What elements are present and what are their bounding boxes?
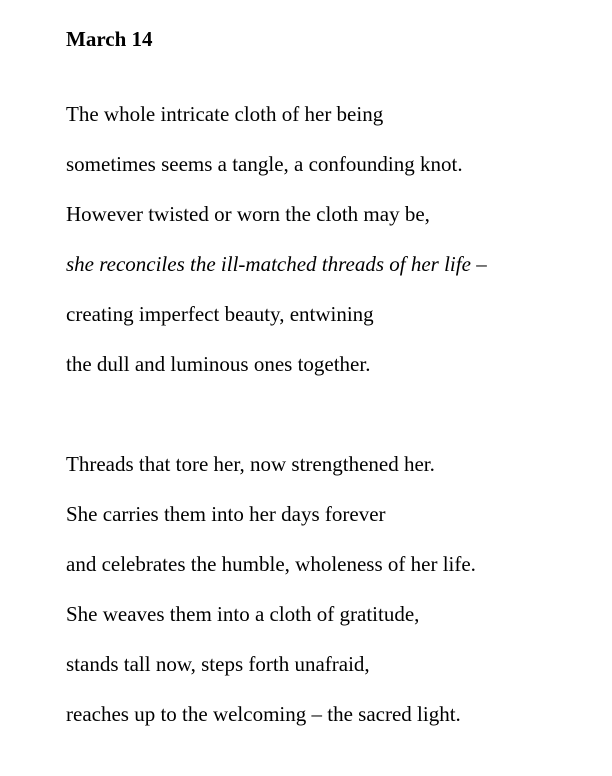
stanza-1-line-6: the dull and luminous ones together. xyxy=(66,352,371,376)
stanza-2-line-4: She weaves them into a cloth of gratitude, xyxy=(66,602,420,626)
stanza-2-line-1: Threads that tore her, now strengthened her. xyxy=(66,452,435,476)
stanza-1-line-4-italic: she reconciles the ill-matched threads of her life xyxy=(66,252,471,276)
stanza-1-line-4 xyxy=(66,251,487,277)
stanza-1-line-5: creating imperfect beauty, entwining xyxy=(66,302,374,326)
stanza-1-line-3: However twisted or worn the cloth may be, xyxy=(66,202,430,226)
stanza-1-line-2: sometimes seems a tangle, a confounding knot. xyxy=(66,152,463,176)
stanza-1-line-1: The whole intricate cloth of her being xyxy=(66,102,384,126)
stanza-2-line-3: and celebrates the humble, wholeness of her life. xyxy=(66,552,476,576)
stanza-2-line-2: She carries them into her days forever xyxy=(66,502,386,526)
stanza-1-line-4-dash: – xyxy=(470,252,487,276)
page-title: March 14 xyxy=(66,27,153,51)
stanza-2-line-5: stands tall now, steps forth unafraid, xyxy=(66,652,370,676)
stanza-2-line-6: reaches up to the welcoming – the sacred light. xyxy=(66,702,461,726)
